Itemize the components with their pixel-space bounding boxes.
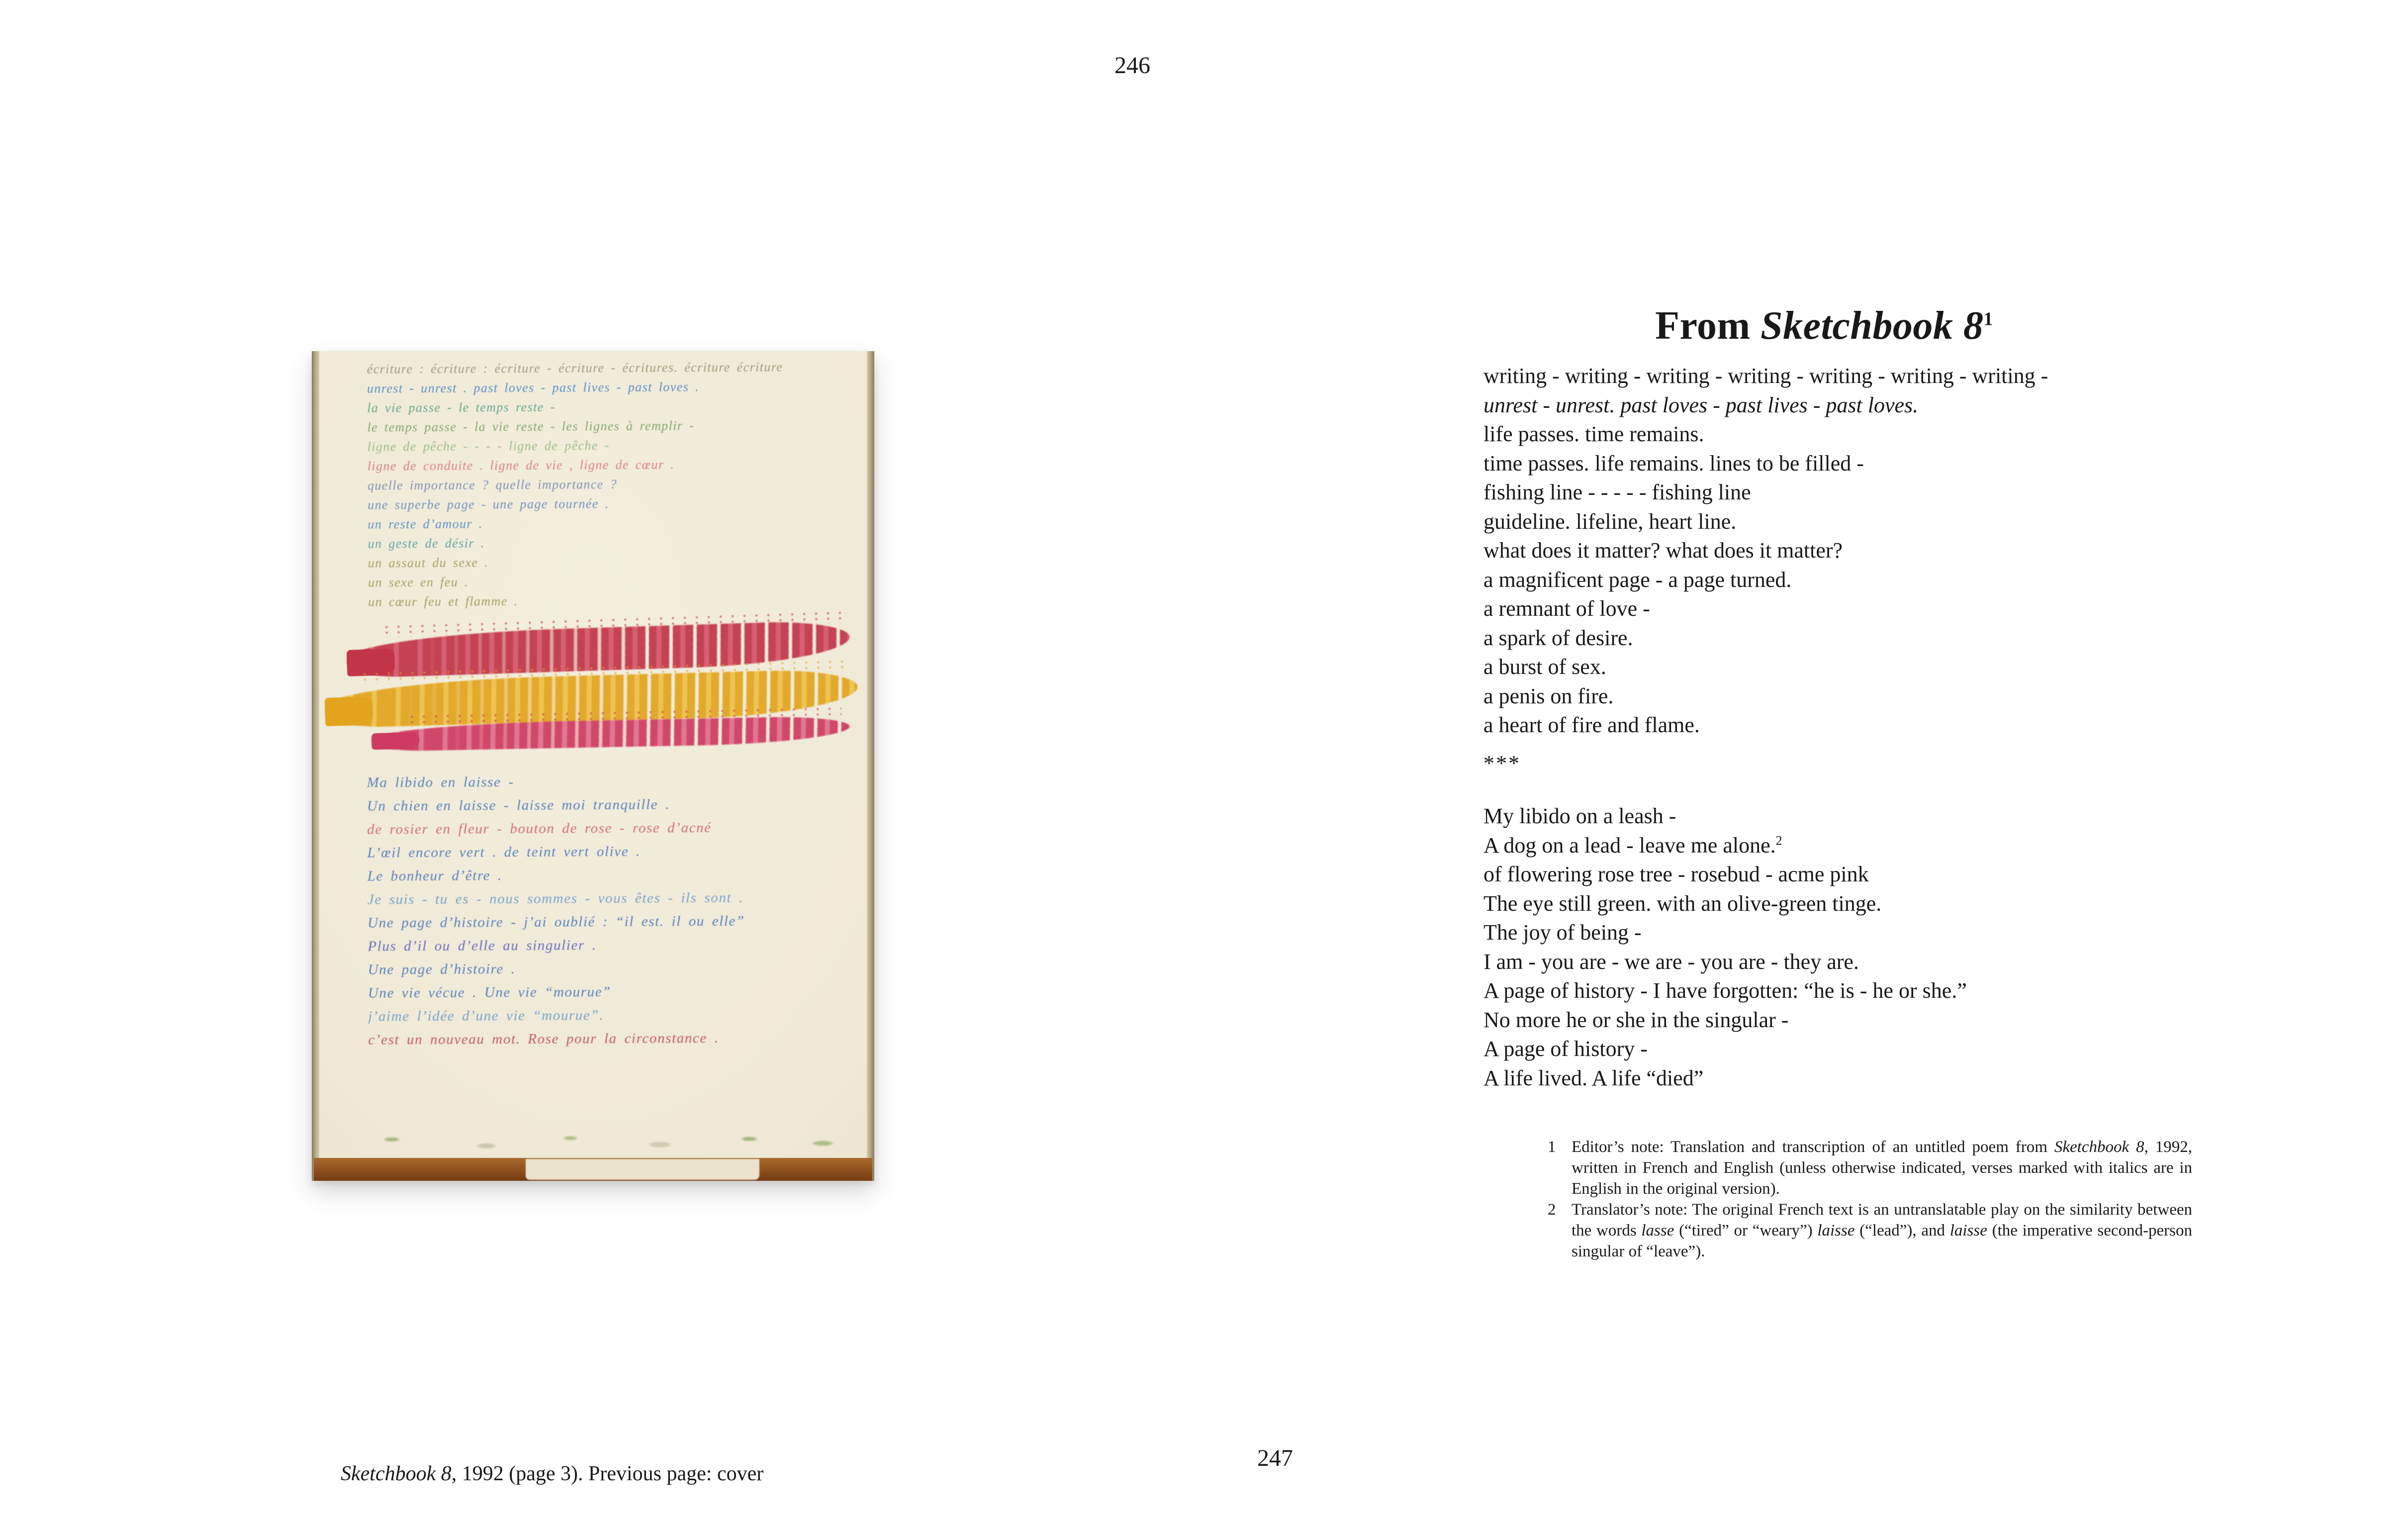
handwritten-line: un assaut du sexe . — [368, 555, 489, 571]
poem — [1483, 362, 2048, 1093]
title-prefix: From — [1655, 303, 1761, 348]
crayon-solid-end — [325, 696, 373, 726]
handwritten-line: Plus d’il ou d’elle au singulier . — [368, 937, 597, 954]
handwriting-block-lower — [367, 768, 860, 1051]
handwritten-line: un sexe en feu . — [368, 574, 469, 590]
handwriting-block-upper — [367, 357, 860, 611]
text-segment: Translator’s note: The original French text is an untranslatable play on the similarity between the words — [1572, 1201, 2192, 1240]
footnote-text — [1572, 1137, 2192, 1199]
poem-line: a spark of desire. — [1483, 625, 1633, 650]
poem-stanza-2 — [1483, 802, 2048, 1093]
handwritten-line: une superbe page - une page tournée . — [368, 496, 609, 512]
sketchbook-wood-edge-left — [312, 351, 319, 1181]
poem-line: of flowering rose tree - rosebud - acme pink — [1483, 862, 1869, 886]
poem-line: life passes. time remains. — [1483, 422, 1704, 446]
handwritten-line: Une page d’histoire . — [368, 961, 516, 978]
poem-line: a magnificent page - a page turned. — [1483, 567, 1792, 592]
handwritten-line: un cœur feu et flamme . — [368, 594, 518, 609]
handwritten-line: Ma libido en laisse - — [367, 774, 514, 791]
footnote-text — [1572, 1199, 2192, 1262]
text-segment: (“lead”), and — [1854, 1222, 1950, 1240]
handwritten-line: Une vie vécue . Une vie “mourue” — [368, 984, 611, 1001]
crayon-solid-end — [371, 732, 420, 750]
text-segment: (the imperative second-person singular of “leave”). — [1572, 1222, 2192, 1260]
poem-stanza-1 — [1483, 362, 2048, 740]
footnote — [1548, 1137, 2192, 1199]
stanza-separator: *** — [1483, 751, 1521, 775]
handwritten-line: j’aime l’idée d’une vie “mourue”. — [368, 1007, 604, 1025]
poem-line: unrest - unrest. past loves - past lives - past loves. — [1483, 392, 1919, 417]
footnote — [1548, 1199, 2192, 1262]
poem-line: A life lived. A life “died” — [1483, 1065, 1704, 1090]
footnote-number: 1 — [1548, 1138, 1556, 1156]
handwritten-line: ligne de conduite . ligne de vie , ligne de cœur . — [367, 457, 675, 474]
poem-line: fishing line - - - - - fishing line — [1483, 480, 1751, 504]
sketchbook-wood-edge-right — [867, 351, 874, 1181]
poem-line: writing - writing - writing - writing - writing - writing - writing - — [1483, 364, 2048, 388]
poem-title — [1483, 303, 2165, 348]
text-segment: Editor’s note: Translation and transcription of an untitled poem from — [1572, 1138, 2054, 1156]
handwritten-line: Un chien en laisse - laisse moi tranquille . — [367, 796, 670, 814]
page-number-left: 246 — [1114, 52, 1150, 79]
handwritten-line: de rosier en fleur - bouton de rose - rose d’acné — [367, 819, 712, 838]
poem-line: time passes. life remains. lines to be filled - — [1483, 451, 1864, 476]
poem-line: My libido on a leash - — [1483, 804, 1676, 828]
handwritten-line: un reste d’amour . — [368, 516, 483, 532]
handwritten-line: le temps passe - la vie reste - les lignes à remplir - — [367, 418, 695, 435]
handwritten-line: Une page d’histoire - j’ai oublié : “il est. il ou elle” — [368, 913, 745, 931]
text-segment-italic: laisse — [1949, 1222, 1987, 1240]
handwritten-line: c’est un nouveau mot. Rose pour la circonstance . — [368, 1030, 719, 1048]
handwritten-line: quelle importance ? quelle importance ? — [367, 477, 618, 493]
handwritten-line: ligne de pêche - - - - ligne de pêche - — [367, 438, 610, 454]
text-segment-italic: Sketchbook 8 — [341, 1462, 452, 1485]
poem-line: A dog on a lead - leave me alone.$^2$ — [1483, 833, 1782, 858]
footnote-number: 2 — [1548, 1201, 1556, 1219]
poem-line: A page of history - — [1483, 1037, 1648, 1061]
handwritten-line: Le bonheur d’être . — [367, 867, 502, 884]
text-segment: , 1992, written in French and English (unless otherwise indicated, verses marked with italics are in English in the original version). — [1572, 1138, 2192, 1198]
text-segment: (“tired” or “weary”) — [1674, 1222, 1818, 1240]
poem-line: a penis on fire. — [1483, 683, 1614, 708]
handwritten-line: un geste de désir . — [368, 536, 485, 551]
handwritten-line: unrest - unrest . past loves - past lives - past loves . — [367, 380, 700, 396]
paper-smudges — [329, 1129, 854, 1155]
artwork-caption — [341, 1461, 763, 1486]
poem-line: a heart of fire and flame. — [1483, 713, 1700, 737]
poem-line: a burst of sex. — [1483, 655, 1606, 679]
footnotes — [1548, 1137, 2192, 1262]
pink-crayon-stroke — [371, 716, 850, 752]
poem-line: The eye still green. with an olive-green tinge. — [1483, 891, 1882, 916]
handwritten-line: écriture : écriture : écriture - écriture - écritures. écriture écriture — [367, 360, 783, 377]
poem-line: a remnant of love - — [1483, 596, 1650, 621]
text-segment: , 1992 (page 3). Previous page: cover — [451, 1462, 764, 1485]
text-segment-italic: lasse — [1641, 1222, 1674, 1240]
page-number-right: 247 — [1257, 1445, 1293, 1471]
text-segment-italic: laisse — [1817, 1222, 1855, 1240]
handwritten-line: L’œil encore vert . de teint vert olive . — [367, 843, 641, 861]
title-footnote-marker: 1 — [1983, 308, 1993, 329]
text-segment-italic: Sketchbook 8 — [2054, 1138, 2144, 1156]
title-italic: Sketchbook 8 — [1760, 303, 1984, 348]
handwritten-line: Je suis - tu es - nous sommes - vous êtes - ils sont . — [367, 889, 743, 908]
handwritten-line: la vie passe - le temps reste - — [367, 399, 556, 415]
poem-line: I am - you are - we are - you are - they are. — [1483, 949, 1859, 974]
poem-line: The joy of being - — [1483, 920, 1642, 945]
poem-line: guideline. lifeline, heart line. — [1483, 509, 1737, 534]
poem-line: No more he or she in the singular - — [1483, 1007, 1789, 1032]
footnote-marker: 2 — [1775, 833, 1782, 848]
poem-line: A page of history - I have forgotten: “he is - he or she.” — [1483, 978, 1967, 1003]
poem-line: what does it matter? what does it matter? — [1483, 538, 1843, 563]
torn-paper-edge — [526, 1159, 759, 1180]
sketchbook-photo — [312, 351, 874, 1181]
